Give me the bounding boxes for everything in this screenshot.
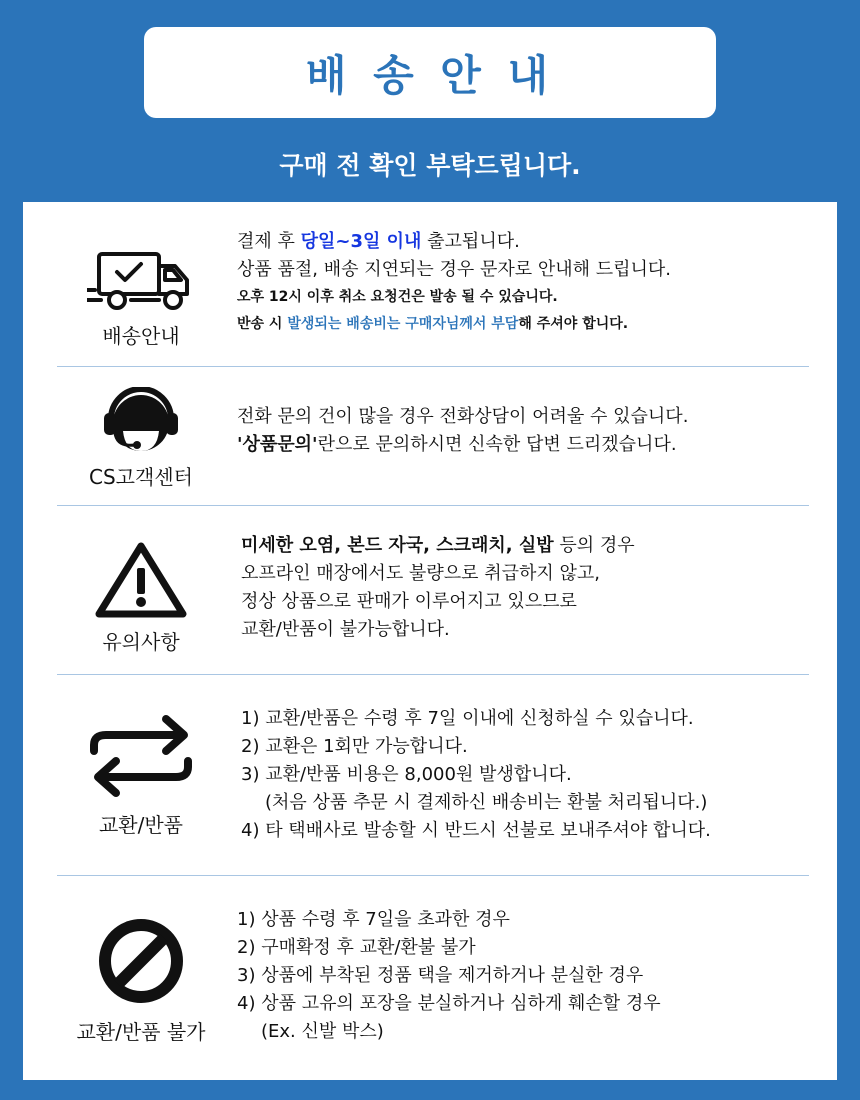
delivery-line-3: 오후 12시 이후 취소 요청건은 발송 될 수 있습니다.: [237, 289, 558, 305]
exchange-arrows-icon: [86, 711, 196, 801]
delivery-line-4-a: 반송 시: [237, 316, 288, 332]
no-exchange-line-4: 4) 상품 고유의 포장을 분실하거나 심하게 훼손할 경우: [237, 993, 661, 1014]
cs-line-2-highlight: '상품문의': [237, 434, 318, 455]
exchange-line-4: (처음 상품 추문 시 결제하신 배송비는 환불 처리됩니다.): [265, 792, 708, 813]
exchange-label: 교환/반품: [98, 813, 184, 837]
delivery-label: 배송안내: [102, 324, 180, 348]
cs-text: [237, 403, 817, 459]
section-exchange: [57, 675, 809, 875]
prohibited-icon: [96, 916, 186, 1006]
caution-label: 유의사항: [102, 630, 180, 654]
headset-icon: [101, 387, 181, 457]
no-exchange-line-2: 2) 구매확정 후 교환/환불 불가: [237, 937, 476, 958]
no-exchange-line-5: (Ex. 신발 박스): [261, 1021, 384, 1042]
delivery-line-4-c: 해 주셔야 합니다.: [518, 316, 629, 332]
cs-line-2-b: 란으로 문의하시면 신속한 답변 드리겠습니다.: [317, 434, 677, 455]
exchange-line-2: 2) 교환은 1회만 가능합니다.: [241, 736, 468, 757]
section-delivery: [57, 216, 809, 366]
section-caution: [57, 506, 809, 674]
page-title: 배 송 안 내: [305, 50, 555, 100]
delivery-line-1-c: 출고됩니다.: [421, 231, 520, 252]
section-no-exchange: [57, 876, 809, 1080]
cs-label: CS고객센터: [89, 465, 193, 489]
delivery-line-2: 상품 품절, 배송 지연되는 경우 문자로 안내해 드립니다.: [237, 259, 672, 280]
delivery-icon-column: [57, 250, 225, 349]
warning-icon: [93, 540, 189, 620]
exchange-icon-column: [57, 711, 225, 838]
cs-line-1: 전화 문의 건이 많을 경우 전화상담이 어려울 수 있습니다.: [237, 406, 689, 427]
no-exchange-line-3: 3) 상품에 부착된 정품 택을 제거하거나 분실한 경우: [237, 965, 644, 986]
caution-line-1: [241, 532, 821, 560]
page-subtitle: 구매 전 확인 부탁드립니다.: [279, 151, 581, 180]
title-banner: [144, 27, 716, 118]
delivery-text: [237, 228, 817, 338]
exchange-line-3: 3) 교환/반품 비용은 8,000원 발생합니다.: [241, 764, 572, 785]
cs-icon-column: [57, 387, 225, 490]
exchange-line-5: 4) 타 택배사로 발송할 시 반드시 선불로 보내주셔야 합니다.: [241, 820, 711, 841]
delivery-line-1-highlight: 당일~3일 이내: [300, 231, 422, 252]
caution-line-2: 오프라인 매장에서도 불량으로 취급하지 않고,: [241, 563, 600, 584]
no-exchange-text: [237, 906, 817, 1046]
no-exchange-line-1: 1) 상품 수령 후 7일을 초과한 경우: [237, 909, 510, 930]
delivery-line-1-a: 결제 후: [237, 231, 301, 252]
caution-text: [241, 532, 821, 644]
caution-line-1-b: 등의 경우: [553, 535, 635, 556]
caution-line-3: 정상 상품으로 판매가 이루어지고 있으므로: [241, 591, 577, 612]
caution-line-1-highlight: 미세한 오염, 본드 자국, 스크래치, 실밥: [241, 535, 554, 556]
exchange-text: [241, 705, 821, 845]
delivery-line-1: [237, 228, 817, 256]
truck-icon: [87, 250, 195, 314]
cs-line-2: [237, 431, 817, 459]
section-cs: [57, 367, 809, 505]
exchange-line-1: 1) 교환/반품은 수령 후 7일 이내에 신청하실 수 있습니다.: [241, 708, 694, 729]
no-exchange-icon-column: [57, 916, 225, 1045]
info-panel: [23, 202, 837, 1080]
caution-icon-column: [57, 540, 225, 655]
no-exchange-label: 교환/반품 불가: [76, 1020, 206, 1044]
delivery-line-4-highlight: 발생되는 배송비는 구매자님께서 부담: [287, 316, 519, 332]
caution-line-4: 교환/반품이 불가능합니다.: [241, 619, 450, 640]
delivery-line-4: [237, 311, 817, 338]
